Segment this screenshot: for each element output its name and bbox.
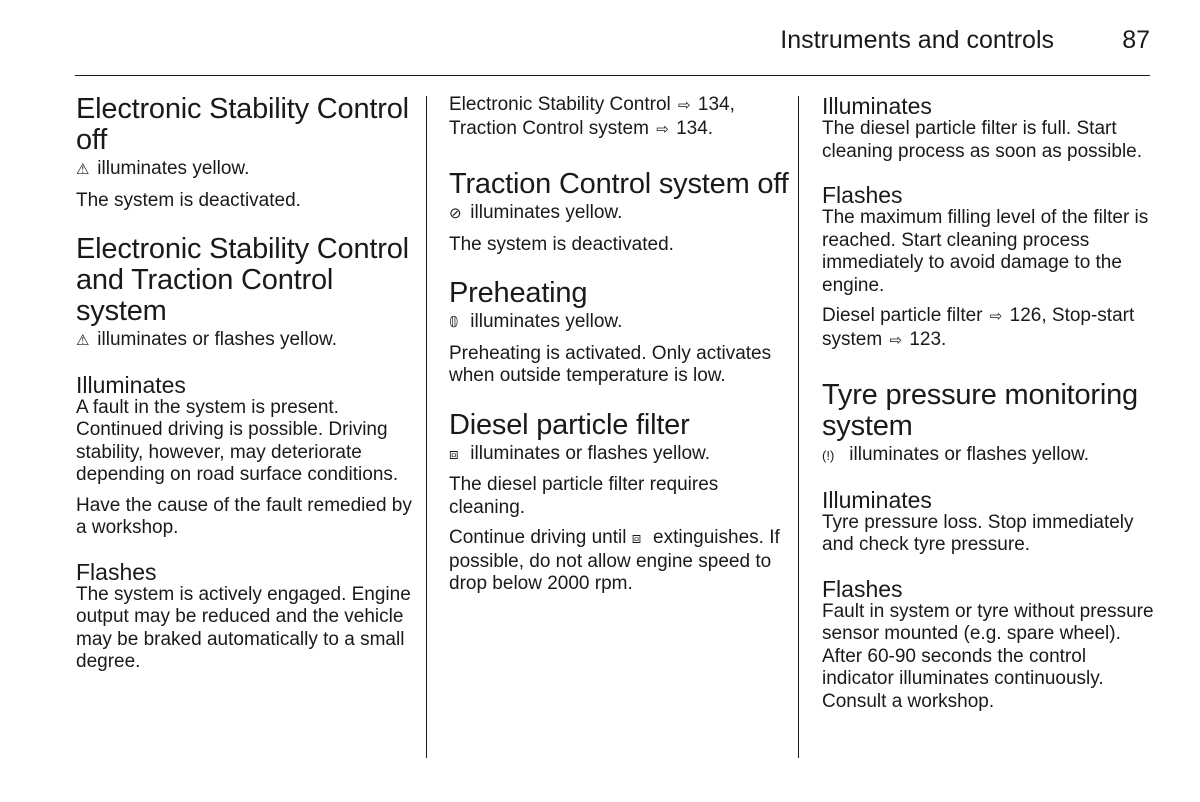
dpf-instructions-end: extinguishes. If possible, do not allow engine speed to drop below 2000 rpm. (449, 527, 780, 594)
esc-off-heading: Electronic Stability Control off (76, 93, 409, 156)
tpms-heading: Tyre pressure monitoring system (822, 379, 1138, 442)
diesel-particle-filter-icon: ⧈ (631, 530, 642, 547)
reference-text: Diesel particle filter (822, 305, 983, 326)
reference-page[interactable]: 134. (676, 117, 714, 139)
dpf-description: The diesel particle filter requires cleaning. (449, 474, 719, 518)
section-title: Instruments and controls (780, 26, 1054, 54)
tc-off-heading: Traction Control system off (449, 168, 789, 200)
esc-tc-illuminates-text: A fault in the system is present. Continued driving is possible. Driving stability, however, may deteriorate depending on road surface conditions. (76, 396, 399, 485)
tpms-illuminates-text: Tyre pressure loss. Stop immediately and check tyre pressure. (822, 511, 1134, 555)
glow-plug-icon: 𝟘 (449, 314, 459, 331)
esc-tc-flashes-text: The system is actively engaged. Engine output may be reduced and the vehicle may be braked automatically to a small degree. (76, 583, 411, 672)
tc-off-description: The system is deactivated. (449, 233, 674, 255)
tc-off-icon: ⊘ (449, 205, 462, 222)
dpf-instructions (449, 527, 789, 596)
reference-text: Electronic Stability Control (449, 94, 671, 115)
tpms-flashes-text: Fault in system or tyre without pressure sensor mounted (e.g. spare wheel). After 60-90 seconds the control indicator illuminates continuously. Consult a workshop. (822, 600, 1154, 712)
page-reference-icon: ⇨ (989, 308, 1003, 325)
dpf-status: illuminates or flashes yellow. (470, 442, 710, 464)
cross-reference (822, 305, 1157, 352)
esc-tc-illuminates-heading: Illuminates (76, 371, 186, 398)
column-divider (426, 96, 427, 758)
cross-reference (449, 94, 789, 141)
esc-tc-remedy-text: Have the cause of the fault remedied by a workshop. (76, 494, 412, 538)
column-2 (449, 94, 789, 596)
page-number: 87 (1122, 26, 1150, 54)
column-1 (76, 94, 416, 674)
dpf-instructions-start: Continue driving until (449, 527, 627, 548)
dpf-illuminates-heading: Illuminates (822, 93, 932, 119)
column-3 (822, 94, 1157, 713)
tpms-flashes-heading: Flashes (822, 575, 903, 602)
preheating-status: illuminates yellow. (470, 311, 623, 332)
tpms-status: illuminates or flashes yellow. (849, 444, 1089, 465)
page-reference-icon: ⇨ (678, 97, 691, 114)
esc-tc-heading: Electronic Stability Control and Traction Control system (76, 233, 409, 327)
tpms-illuminates-heading: Illuminates (822, 486, 932, 513)
esc-tc-status: illuminates or flashes yellow. (97, 329, 337, 350)
reference-page[interactable]: 134, (697, 94, 735, 115)
tyre-pressure-icon: (!) (822, 448, 835, 463)
column-divider (798, 96, 799, 758)
dpf-heading: Diesel particle filter (449, 408, 690, 441)
page-reference-icon: ⇨ (889, 331, 903, 349)
tc-off-status: illuminates yellow. (470, 202, 623, 223)
diesel-particle-filter-icon: ⧈ (449, 445, 459, 463)
esc-off-icon: ⚠ (76, 161, 90, 178)
esc-off-status: illuminates yellow. (97, 158, 250, 179)
preheating-heading: Preheating (449, 277, 588, 309)
dpf-flashes-heading: Flashes (822, 182, 903, 208)
dpf-illuminates-text: The diesel particle filter is full. Start cleaning process as soon as possible. (822, 118, 1143, 162)
esc-tc-flashes-heading: Flashes (76, 558, 157, 585)
page-header (75, 24, 1150, 76)
reference-page[interactable]: 126, Stop-start (1009, 305, 1135, 326)
reference-page[interactable]: 123. (909, 328, 947, 350)
preheating-description: Preheating is activated. Only activates when outside temperature is low. (449, 342, 772, 386)
page-reference-icon: ⇨ (656, 120, 669, 138)
esc-off-description: The system is deactivated. (76, 189, 301, 211)
esc-tc-icon: ⚠ (76, 332, 90, 349)
reference-text: system (822, 328, 883, 350)
reference-text: Traction Control system (449, 117, 649, 139)
dpf-flashes-text: The maximum filling level of the filter is reached. Start cleaning process immediately to avoid damage to the engine. (822, 207, 1149, 296)
